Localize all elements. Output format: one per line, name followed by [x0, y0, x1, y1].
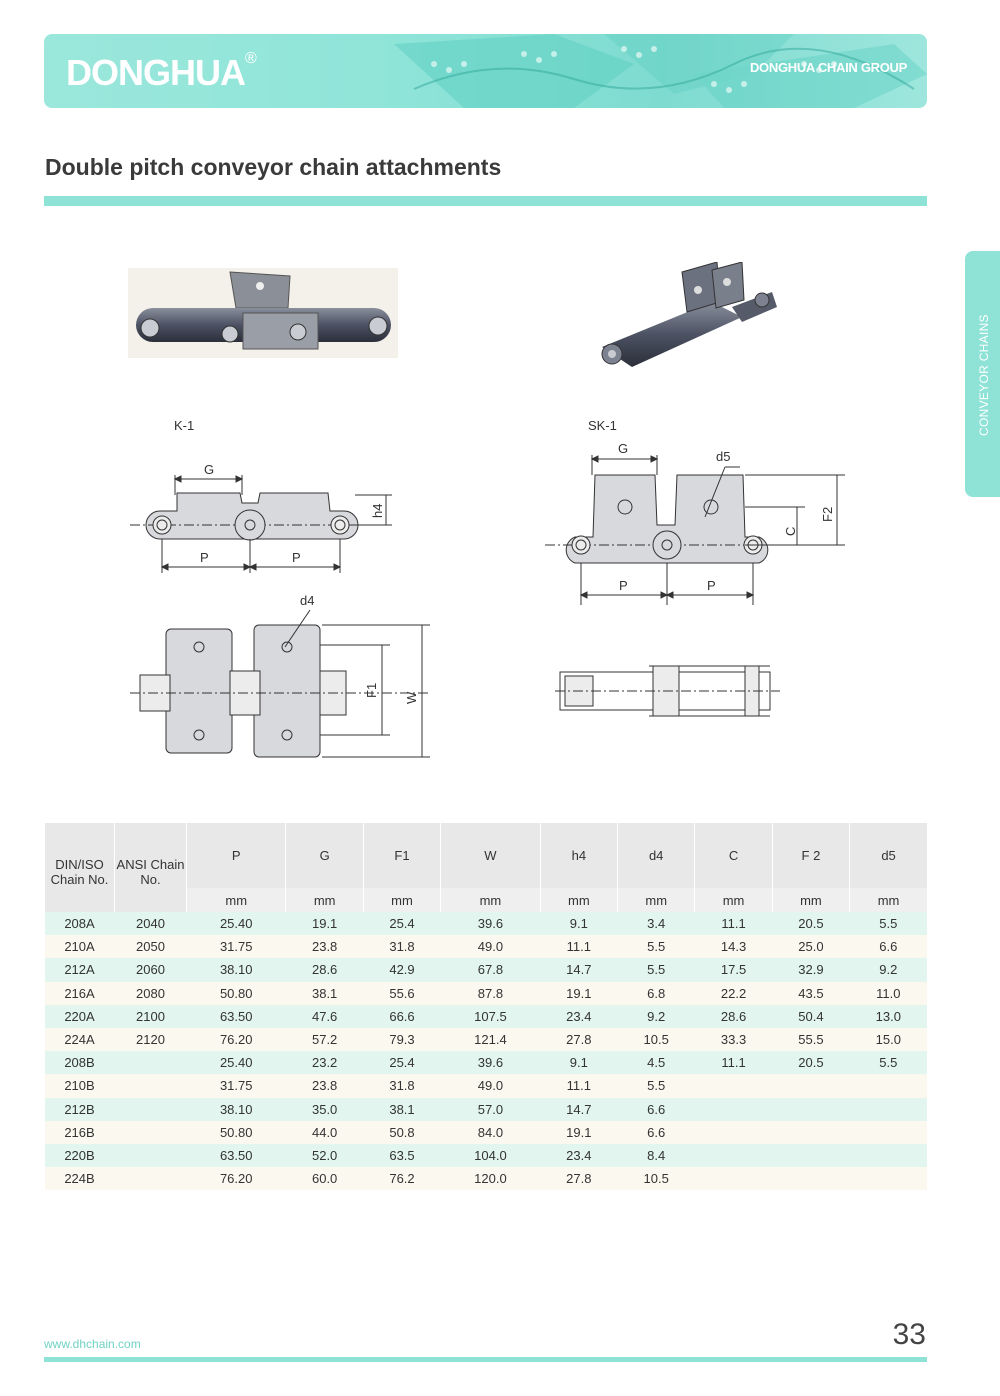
brand-logo: DONGHUA®	[66, 50, 256, 93]
table-cell: 63.5	[363, 1144, 440, 1167]
table-cell: 60.0	[286, 1167, 363, 1190]
table-cell: 44.0	[286, 1121, 363, 1144]
table-cell: 79.3	[363, 1028, 440, 1051]
table-cell: 224B	[45, 1167, 115, 1190]
table-cell: 9.2	[618, 1005, 695, 1028]
table-cell: 22.2	[695, 982, 772, 1005]
sk1-top-drawing	[555, 660, 780, 722]
table-cell	[772, 1074, 849, 1097]
table-row	[45, 1144, 928, 1167]
table-cell: 6.6	[850, 935, 927, 958]
table-cell: 57.2	[286, 1028, 363, 1051]
table-row	[45, 1005, 928, 1028]
k1-dim-p1: P	[200, 550, 209, 565]
table-cell: 220B	[45, 1144, 115, 1167]
table-cell: 208A	[45, 912, 115, 935]
table-cell: 14.7	[540, 958, 617, 981]
table-cell: 38.1	[286, 982, 363, 1005]
table-cell: 9.1	[540, 912, 617, 935]
table-cell: 5.5	[850, 912, 927, 935]
col-p: P	[187, 823, 286, 888]
header-banner	[44, 34, 927, 108]
table-cell: 25.40	[187, 1051, 286, 1074]
table-cell: 11.1	[540, 1074, 617, 1097]
table-cell: 20.5	[772, 912, 849, 935]
table-cell: 2100	[115, 1005, 187, 1028]
table-cell: 11.1	[695, 1051, 772, 1074]
table-cell: 11.0	[850, 982, 927, 1005]
page-number: 33	[892, 1318, 926, 1351]
table-cell: 76.20	[187, 1028, 286, 1051]
table-cell: 14.3	[695, 935, 772, 958]
k1-side-drawing	[130, 455, 400, 580]
table-cell: 27.8	[540, 1028, 617, 1051]
table-cell: 55.5	[772, 1028, 849, 1051]
page-title: Double pitch conveyor chain attachments	[45, 154, 502, 180]
table-cell	[850, 1074, 927, 1097]
table-cell: 212A	[45, 958, 115, 981]
table-cell: 49.0	[441, 1074, 540, 1097]
table-cell: 10.5	[618, 1167, 695, 1190]
table-cell: 4.5	[618, 1051, 695, 1074]
table-cell: 87.8	[441, 982, 540, 1005]
k1-dim-d4: d4	[300, 593, 315, 608]
col-w: W	[441, 823, 540, 888]
table-cell	[695, 1098, 772, 1121]
table-cell: 3.4	[618, 912, 695, 935]
sk1-dim-c: C	[783, 526, 798, 536]
table-cell: 63.50	[187, 1005, 286, 1028]
table-cell: 43.5	[772, 982, 849, 1005]
table-cell: 5.5	[618, 1074, 695, 1097]
table-cell: 19.1	[540, 1121, 617, 1144]
table-cell	[695, 1074, 772, 1097]
table-cell: 2080	[115, 982, 187, 1005]
col-d5: d5	[850, 823, 927, 888]
table-cell	[115, 1074, 187, 1097]
table-cell: 2120	[115, 1028, 187, 1051]
col-f2: F 2	[772, 823, 849, 888]
k1-dim-h4: h4	[370, 503, 385, 518]
table-cell: 6.6	[618, 1098, 695, 1121]
table-cell: 47.6	[286, 1005, 363, 1028]
table-cell	[115, 1144, 187, 1167]
table-cell: 17.5	[695, 958, 772, 981]
table-cell: 23.8	[286, 935, 363, 958]
table-row	[45, 1051, 928, 1074]
table-cell: 2040	[115, 912, 187, 935]
table-cell	[772, 1144, 849, 1167]
col-din-iso: DIN/ISO Chain No.	[45, 823, 115, 912]
table-cell: 19.1	[286, 912, 363, 935]
table-cell: 224A	[45, 1028, 115, 1051]
table-cell: 9.1	[540, 1051, 617, 1074]
table-cell: 39.6	[441, 1051, 540, 1074]
table-cell: 52.0	[286, 1144, 363, 1167]
table-cell: 210A	[45, 935, 115, 958]
unit-d4: mm	[618, 888, 695, 912]
table-cell: 38.10	[187, 958, 286, 981]
table-cell	[772, 1121, 849, 1144]
table-cell: 84.0	[441, 1121, 540, 1144]
table-cell: 2050	[115, 935, 187, 958]
table-cell	[772, 1167, 849, 1190]
unit-p: mm	[187, 888, 286, 912]
table-cell	[115, 1051, 187, 1074]
table-cell: 208B	[45, 1051, 115, 1074]
unit-g: mm	[286, 888, 363, 912]
k1-dim-g: G	[204, 462, 215, 477]
table-cell: 32.9	[772, 958, 849, 981]
table-cell: 216B	[45, 1121, 115, 1144]
table-cell: 23.8	[286, 1074, 363, 1097]
table-cell: 210B	[45, 1074, 115, 1097]
table-cell: 25.40	[187, 912, 286, 935]
table-cell	[695, 1121, 772, 1144]
k1-dim-p2: P	[292, 550, 301, 565]
table-cell: 5.5	[850, 1051, 927, 1074]
sk1-dim-g: G	[618, 441, 629, 456]
table-cell: 31.8	[363, 935, 440, 958]
footer-divider	[44, 1357, 927, 1362]
col-g: G	[286, 823, 363, 888]
table-cell: 31.75	[187, 1074, 286, 1097]
table-row	[45, 935, 928, 958]
table-cell	[115, 1167, 187, 1190]
table-cell: 39.6	[441, 912, 540, 935]
table-cell: 57.0	[441, 1098, 540, 1121]
sk1-chain-photo	[592, 262, 782, 372]
table-cell: 212B	[45, 1098, 115, 1121]
sk1-dim-p1: P	[619, 578, 628, 593]
table-cell: 19.1	[540, 982, 617, 1005]
table-cell: 15.0	[850, 1028, 927, 1051]
table-cell: 11.1	[695, 912, 772, 935]
table-cell: 33.3	[695, 1028, 772, 1051]
unit-h4: mm	[540, 888, 617, 912]
table-cell	[115, 1121, 187, 1144]
table-cell: 50.4	[772, 1005, 849, 1028]
col-c: C	[695, 823, 772, 888]
sk1-dim-f2: F2	[820, 506, 835, 522]
table-cell: 63.50	[187, 1144, 286, 1167]
table-cell	[850, 1144, 927, 1167]
k1-label: K-1	[174, 418, 195, 433]
col-ansi: ANSI Chain No.	[115, 823, 187, 912]
k1-top-drawing	[130, 605, 440, 765]
table-cell: 11.1	[540, 935, 617, 958]
col-h4: h4	[540, 823, 617, 888]
table-cell: 50.80	[187, 982, 286, 1005]
table-body	[45, 912, 928, 1190]
table-cell: 5.5	[618, 958, 695, 981]
table-row	[45, 1074, 928, 1097]
table-cell: 6.6	[618, 1121, 695, 1144]
table-cell: 50.8	[363, 1121, 440, 1144]
table-cell: 55.6	[363, 982, 440, 1005]
table-cell: 76.2	[363, 1167, 440, 1190]
col-d4: d4	[618, 823, 695, 888]
table-cell: 38.1	[363, 1098, 440, 1121]
table-cell: 31.75	[187, 935, 286, 958]
table-row	[45, 982, 928, 1005]
sk1-label: SK-1	[588, 418, 617, 433]
table-cell	[850, 1167, 927, 1190]
table-cell: 42.9	[363, 958, 440, 981]
table-row	[45, 912, 928, 935]
table-row	[45, 1028, 928, 1051]
table-cell	[772, 1098, 849, 1121]
table-cell: 25.4	[363, 1051, 440, 1074]
table-row	[45, 1121, 928, 1144]
table-cell: 216A	[45, 982, 115, 1005]
table-cell	[695, 1167, 772, 1190]
sk1-dim-p2: P	[707, 578, 716, 593]
table-cell: 8.4	[618, 1144, 695, 1167]
table-row	[45, 1167, 928, 1190]
table-cell	[850, 1098, 927, 1121]
k1-dim-f1: F1	[364, 682, 379, 698]
k1-dim-w: W	[404, 691, 419, 704]
unit-d5: mm	[850, 888, 927, 912]
table-cell: 220A	[45, 1005, 115, 1028]
side-section-tab: CONVEYOR CHAINS	[965, 251, 1000, 497]
table-cell: 23.4	[540, 1005, 617, 1028]
unit-f1: mm	[363, 888, 440, 912]
table-cell: 66.6	[363, 1005, 440, 1028]
table-cell: 13.0	[850, 1005, 927, 1028]
table-cell: 38.10	[187, 1098, 286, 1121]
group-name: DONGHUA CHAIN GROUP	[749, 60, 907, 75]
table-cell: 25.4	[363, 912, 440, 935]
title-divider	[44, 196, 927, 206]
footer-url[interactable]: www.dhchain.com	[44, 1337, 141, 1351]
table-cell: 9.2	[850, 958, 927, 981]
table-cell: 35.0	[286, 1098, 363, 1121]
table-cell: 31.8	[363, 1074, 440, 1097]
unit-c: mm	[695, 888, 772, 912]
table-cell: 120.0	[441, 1167, 540, 1190]
k1-chain-photo	[128, 268, 398, 358]
table-cell: 104.0	[441, 1144, 540, 1167]
table-header-row	[45, 823, 928, 888]
table-cell: 6.8	[618, 982, 695, 1005]
unit-f2: mm	[772, 888, 849, 912]
table-cell: 76.20	[187, 1167, 286, 1190]
table-cell: 28.6	[286, 958, 363, 981]
table-cell	[115, 1098, 187, 1121]
table-cell: 14.7	[540, 1098, 617, 1121]
table-cell: 27.8	[540, 1167, 617, 1190]
sk1-side-drawing	[545, 445, 855, 610]
table-row	[45, 1098, 928, 1121]
table-row	[45, 958, 928, 981]
table-cell: 28.6	[695, 1005, 772, 1028]
table-cell: 50.80	[187, 1121, 286, 1144]
col-f1: F1	[363, 823, 440, 888]
table-cell: 10.5	[618, 1028, 695, 1051]
spec-table	[44, 823, 927, 1190]
table-cell: 121.4	[441, 1028, 540, 1051]
table-cell: 2060	[115, 958, 187, 981]
table-cell: 23.2	[286, 1051, 363, 1074]
table-cell: 5.5	[618, 935, 695, 958]
table-cell: 107.5	[441, 1005, 540, 1028]
sk1-dim-d5: d5	[716, 449, 731, 464]
unit-w: mm	[441, 888, 540, 912]
table-cell	[695, 1144, 772, 1167]
table-cell: 23.4	[540, 1144, 617, 1167]
table-cell: 67.8	[441, 958, 540, 981]
table-cell	[850, 1121, 927, 1144]
table-cell: 20.5	[772, 1051, 849, 1074]
table-cell: 49.0	[441, 935, 540, 958]
table-cell: 25.0	[772, 935, 849, 958]
